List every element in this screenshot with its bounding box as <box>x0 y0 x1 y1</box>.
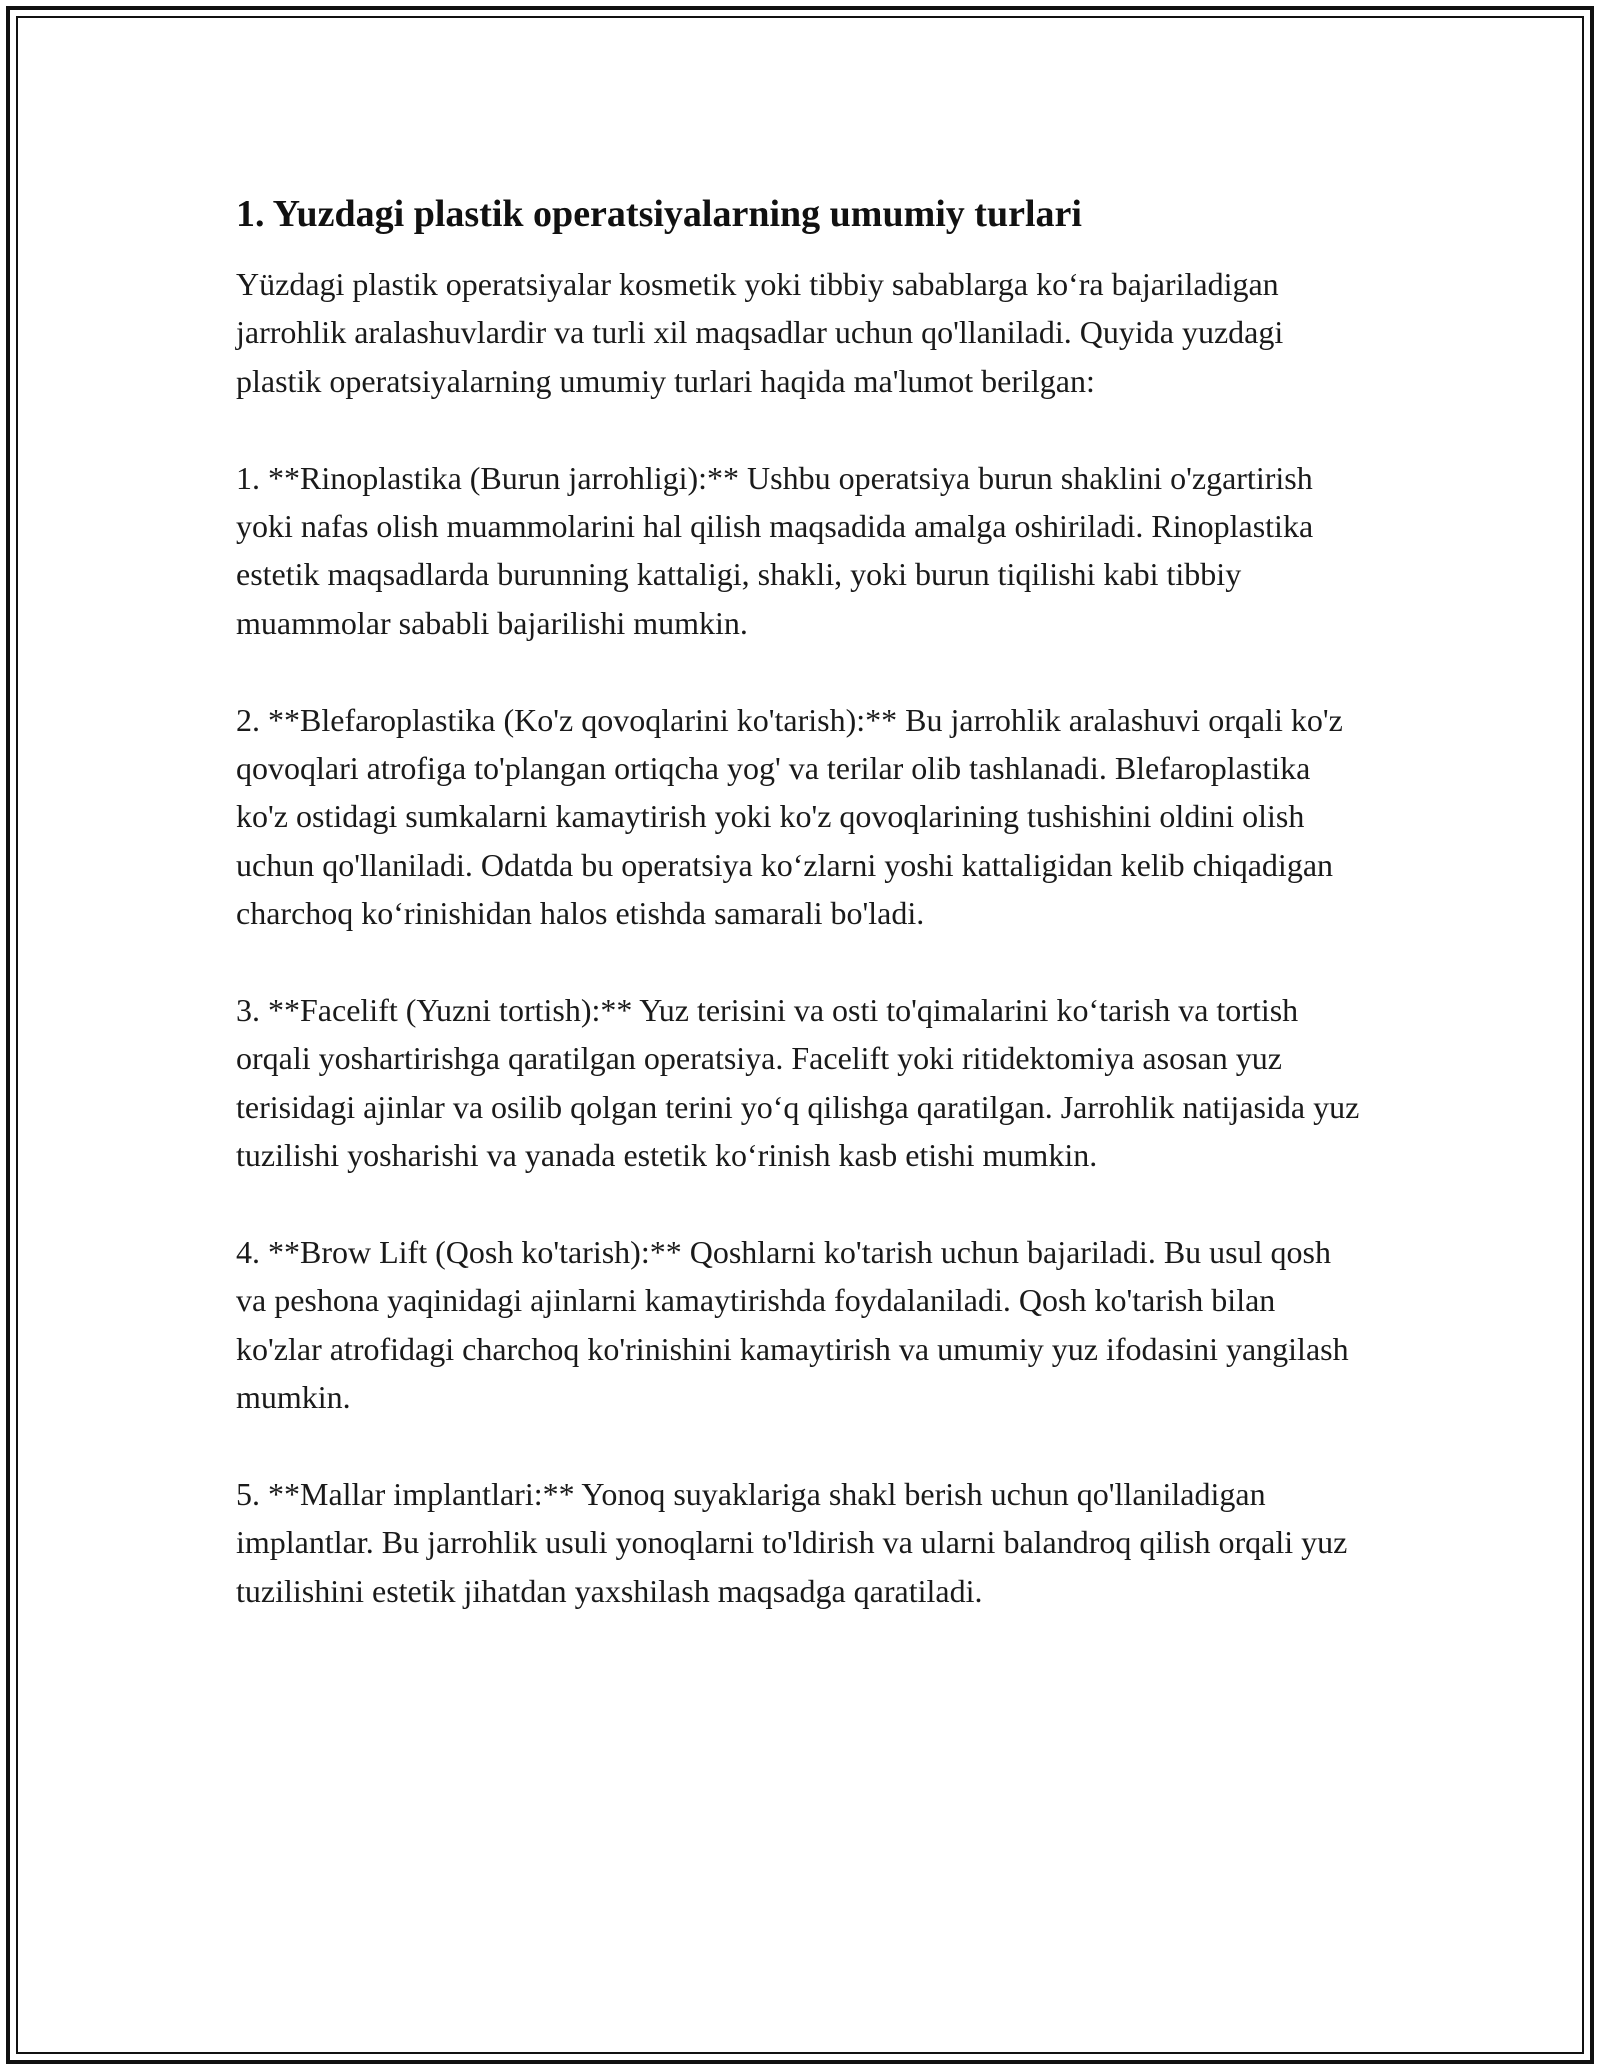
list-item-brow-lift: 4. **Brow Lift (Qosh ko'tarish):** Qoshlarni ko'tarish uchun bajariladi. Bu usul qosh va peshona yaqinidagi ajinlarni kamaytirishda foydalaniladi. Qosh ko'tarish bilan ko'zlar atrofidagi charchoq ko'rinishini kamaytirish va umumiy yuz ifodasini yangilash mumkin. <box>236 1234 1349 1416</box>
list-item-rinoplastika: 1. **Rinoplastika (Burun jarrohligi):** Ushbu operatsiya burun shaklini o'zgartirish yoki nafas olish muammolarini hal qilish maqsadida amalga oshiriladi. Rinoplastika estetik maqsadlarda burunning kattaligi, shakli, yoki burun tiqilishi kabi tibbiy muammolar sababli bajarilishi mumkin. <box>236 459 1314 641</box>
list-item-facelift: 3. **Facelift (Yuzni tortish):** Yuz terisini va osti to'qimalarini ko‘tarish va tortish orqali yoshartirishga qaratilgan operatsiya. Facelift yoki ritidektomiya asosan yuz terisidagi ajinlar va osilib qolgan terini yo‘q qilishga qaratilgan. Jarrohlik natijasida yuz tuzilishi yosharishi va yanada estetik ko‘rinish kasb etishi mumkin. <box>236 992 1360 1174</box>
list-item-blefaroplastika: 2. **Blefaroplastika (Ko'z qovoqlarini ko'tarish):** Bu jarrohlik aralashuvi orqali ko'z qovoqlari atrofiga to'plangan ortiqcha yog' va terilar olib tashlanadi. Blefaroplastika ko'z ostidagi sumkalarni kamaytirish yoki ko'z qovoqlarining tushishini oldini olish uchun qo'llaniladi. Odatda bu operatsiya ko‘zlarni yoshi kattaligidan kelib chiqadigan charchoq ko‘rinishidan halos etishda samarali bo'ladi. <box>236 701 1343 932</box>
intro-paragraph: Yüzdagi plastik operatsiyalar kosmetik yoki tibbiy sabablarga ko‘ra bajariladigan jarrohlik aralashuvlardir va turli xil maqsadlar uchun qo'llaniladi. Quyida yuzdagi plastik operatsiyalarning umumiy turlari haqida ma'lumot berilgan: <box>236 266 1284 399</box>
document-title: 1. Yuzdagi plastik operatsiyalarning umumiy turlari <box>236 193 1082 235</box>
document-body <box>236 186 1366 1664</box>
list-item-mallar-implantlari: 5. **Mallar implantlari:** Yonoq suyaklariga shakl berish uchun qo'llaniladigan implantlar. Bu jarrohlik usuli yonoqlarni to'ldirish va ularni balandroq qilish orqali yuz tuzilishini estetik jihatdan yaxshilash maqsadga qaratiladi. <box>236 1476 1348 1609</box>
